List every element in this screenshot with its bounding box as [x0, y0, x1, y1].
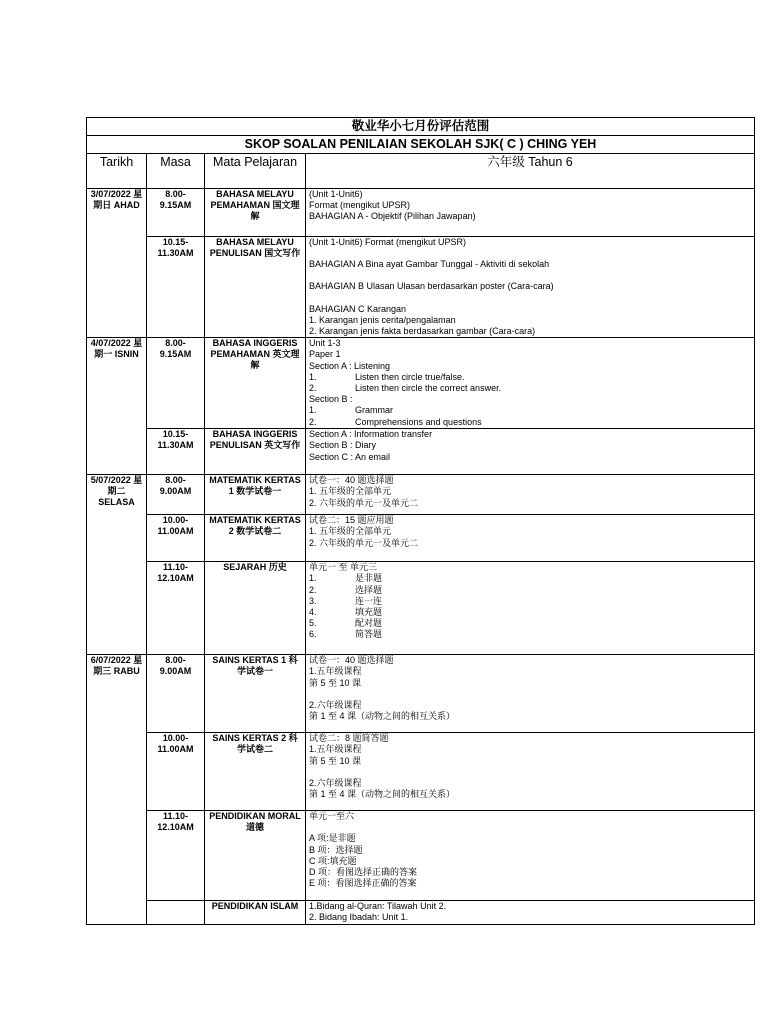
time-cell [147, 901, 205, 925]
item-text: Comprehensions and questions [355, 416, 482, 427]
scope-cell [306, 429, 755, 475]
scope-line: Section C : An email [309, 451, 391, 462]
table-row [87, 562, 755, 655]
scope-line [309, 629, 751, 640]
time-cell: 10.15- 11.30AM [147, 237, 205, 338]
item-text: 填充题 [355, 607, 383, 618]
scope-line: BAHAGIAN B Ulasan Ulasan berdasarkan poster (Cara-cara) [309, 281, 554, 292]
scope-cell [306, 655, 755, 733]
subject-cell: PENDIDIKAN ISLAM [205, 901, 306, 925]
time-cell: 10.00- 11.00AM [147, 515, 205, 562]
scope-cell [306, 811, 755, 901]
subject-cell: BAHASA MELAYU PENULISAN 国文写作 [205, 237, 306, 338]
col-header-masa: Masa [147, 154, 205, 189]
item-text: 是非题 [355, 573, 383, 584]
scope-cell [306, 515, 755, 562]
subject-cell: SAINS KERTAS 1 科学试卷一 [205, 655, 306, 733]
item-number: 1. [309, 371, 317, 382]
item-text: 配对题 [355, 618, 383, 629]
subtitle-row [87, 136, 755, 154]
date-cell: 3/07/2022 星期日 AHAD [87, 189, 147, 338]
exam-schedule-table [86, 117, 755, 925]
scope-line: 试卷二：15 题应用题 [309, 515, 394, 526]
scope-line [309, 585, 751, 596]
item-number: 1. [309, 573, 317, 584]
time-cell: 10.15- 11.30AM [147, 429, 205, 475]
table-row [87, 901, 755, 925]
scope-line: E 项：看图选择正确的答案 [309, 878, 417, 889]
subject-cell: SEJARAH 历史 [205, 562, 306, 655]
scope-line: A 项:是非题 [309, 833, 356, 844]
scope-line: 2. 六年级的单元一及单元二 [309, 537, 419, 548]
subject-cell: MATEMATIK KERTAS 1 数学试卷一 [205, 475, 306, 515]
item-number: 2. [309, 383, 317, 394]
page-subtitle: SKOP SOALAN PENILAIAN SEKOLAH SJK( C ) CHING YEH [87, 136, 755, 154]
item-text: Listen then circle the correct answer. [355, 383, 502, 394]
scope-line: 1. Karangan jenis cerita/pengalaman [309, 314, 456, 325]
scope-line: Section B : Diary [309, 440, 377, 451]
scope-line: 试卷二：8 题简答题 [309, 733, 389, 744]
item-text: 简答题 [355, 629, 383, 640]
scope-line [309, 607, 751, 618]
subject-cell: BAHASA INGGERIS PENULISAN 英文写作 [205, 429, 306, 475]
scope-line: 第 1 至 4 课（动物之间的相互关系） [309, 711, 456, 722]
scope-line: (Unit 1-Unit6) Format (mengikut UPSR) [309, 237, 467, 247]
scope-line: 试卷一：40 题选择题 [309, 475, 394, 486]
scope-cell [306, 901, 755, 925]
table-row [87, 733, 755, 811]
scope-line: 1.Bidang al-Quran: Tilawah Unit 2. [309, 901, 447, 912]
scope-line: 第 5 至 10 课 [309, 755, 362, 766]
date-cell: 6/07/2022 星期三 RABU [87, 655, 147, 925]
subject-cell: PENDIDIKAN MORAL 道德 [205, 811, 306, 901]
scope-line: 第 1 至 4 课（动物之间的相互关系） [309, 789, 456, 800]
scope-line [309, 405, 751, 416]
scope-line: 2. 六年级的单元一及单元二 [309, 497, 419, 508]
table-row [87, 475, 755, 515]
scope-line: D 项：看图选择正确的答案 [309, 867, 418, 878]
item-text: 选择题 [355, 584, 383, 595]
time-cell: 8.00- 9.00AM [147, 475, 205, 515]
scope-line [309, 618, 751, 629]
scope-line: BAHAGIAN A Bina ayat Gambar Tunggal - Aktiviti di sekolah [309, 259, 550, 270]
scope-line: 1. 五年级的全部单元 [309, 526, 392, 537]
title-row [87, 118, 755, 136]
table-row [87, 429, 755, 475]
time-cell: 8.00- 9.00AM [147, 655, 205, 733]
date-cell: 4/07/2022 星期一 ISNIN [87, 338, 147, 475]
item-number: 1. [309, 405, 317, 416]
col-header-tarikh: Tarikh [87, 154, 147, 189]
table-row [87, 237, 755, 338]
scope-cell [306, 237, 755, 338]
scope-line: 试卷一：40 题选择题 [309, 655, 394, 666]
scope-line [309, 596, 751, 607]
item-number: 6. [309, 629, 317, 640]
scope-line: 1. 五年级的全部单元 [309, 486, 392, 497]
time-cell: 10.00- 11.00AM [147, 733, 205, 811]
scope-line: Section A : Information transfer [309, 429, 433, 440]
scope-line: 1.五年级课程 [309, 666, 362, 677]
subject-cell: SAINS KERTAS 2 科学试卷二 [205, 733, 306, 811]
time-cell: 8.00- 9.15AM [147, 338, 205, 429]
table-row [87, 338, 755, 429]
table-row [87, 811, 755, 901]
item-text: Listen then circle true/false. [355, 371, 465, 382]
scope-line: 2.六年级课程 [309, 699, 362, 710]
time-cell: 11.10- 12.10AM [147, 811, 205, 901]
scope-line: (Unit 1-Unit6) [309, 189, 363, 199]
scope-line: B 项：选择题 [309, 844, 363, 855]
column-header-row [87, 154, 755, 189]
item-number: 3. [309, 595, 317, 606]
subject-cell: MATEMATIK KERTAS 2 数学试卷二 [205, 515, 306, 562]
scope-cell [306, 475, 755, 515]
item-text: 连一连 [355, 595, 383, 606]
scope-cell [306, 562, 755, 655]
page-title: 敬业华小七月份评估范围 [87, 118, 755, 136]
time-cell: 11.10- 12.10AM [147, 562, 205, 655]
scope-line: 单元一 至 单元三 [309, 562, 378, 573]
scope-line: Section B : [309, 394, 353, 405]
scope-line: 第 5 至 10 课 [309, 677, 362, 688]
subject-cell: BAHASA MELAYU PEMAHAMAN 国文理解 [205, 189, 306, 237]
scope-cell [306, 733, 755, 811]
scope-cell [306, 189, 755, 237]
scope-line [309, 573, 751, 584]
scope-line: Paper 1 [309, 349, 341, 360]
scope-line [309, 383, 751, 394]
subject-cell: BAHASA INGGERIS PEMAHAMAN 英文理解 [205, 338, 306, 429]
item-number: 2. [309, 584, 317, 595]
item-text: Grammar [355, 405, 393, 416]
date-cell: 5/07/2022 星期二 SELASA [87, 475, 147, 655]
scope-line: Format (mengikut UPSR) [309, 200, 411, 211]
col-header-scope: 六年级 Tahun 6 [306, 154, 755, 189]
table-row [87, 189, 755, 237]
scope-line: Section A : Listening [309, 360, 391, 371]
item-number: 2. [309, 416, 317, 427]
item-number: 5. [309, 618, 317, 629]
scope-line: 1.五年级课程 [309, 744, 362, 755]
col-header-mata-pelajaran: Mata Pelajaran [205, 154, 306, 189]
scope-line: Unit 1-3 [309, 338, 341, 349]
scope-line: BAHAGIAN A - Objektif (Pilihan Jawapan) [309, 211, 476, 222]
scope-line: 2. Bidang Ibadah: Unit 1. [309, 912, 409, 923]
scope-cell [306, 338, 755, 429]
scope-line: C 项:填充题 [309, 855, 357, 866]
table-row [87, 515, 755, 562]
scope-line: BAHAGIAN C Karangan [309, 303, 407, 314]
scope-line [309, 417, 751, 428]
scope-line: 2. Karangan jenis fakta berdasarkan gambar (Cara-cara) [309, 326, 536, 337]
scope-line: 2.六年级课程 [309, 777, 362, 788]
table-row [87, 655, 755, 733]
item-number: 4. [309, 607, 317, 618]
scope-line: 单元一至六 [309, 811, 355, 822]
scope-line [309, 372, 751, 383]
time-cell: 8.00- 9.15AM [147, 189, 205, 237]
